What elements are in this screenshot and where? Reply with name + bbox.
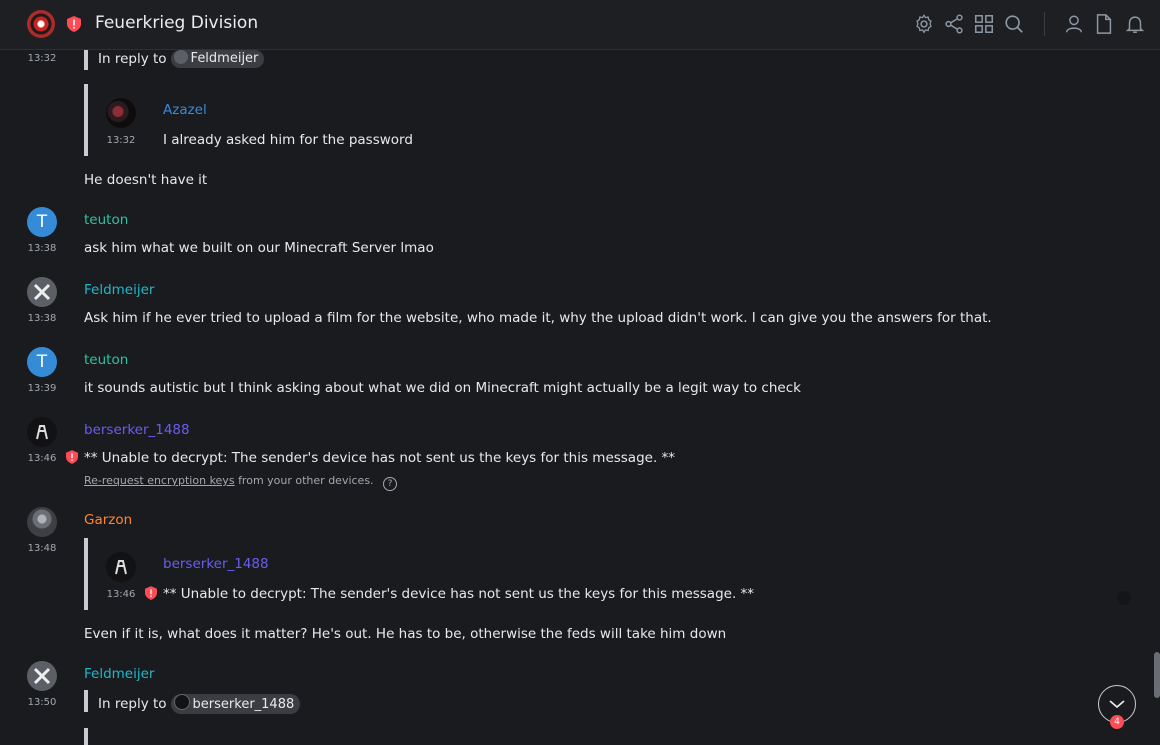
quoted-text: I already asked him for the password — [163, 132, 413, 148]
files-icon[interactable] — [1093, 13, 1115, 35]
message-body: Ask him if he ever tried to upload a film for the website, who made it, why the upload didn't work. I can give you the answers for that. — [84, 310, 992, 326]
quoted-timestamp[interactable]: 13:46 — [106, 589, 136, 600]
header-divider — [1044, 12, 1045, 36]
rerequest-keys-row — [84, 474, 397, 491]
sender-name[interactable]: Feldmeijer — [84, 666, 155, 682]
avatar[interactable] — [106, 552, 136, 582]
avatar[interactable]: T — [27, 207, 57, 237]
in-reply-to[interactable] — [98, 50, 264, 68]
user-avatar-icon — [174, 50, 188, 64]
avatar[interactable]: T — [27, 347, 57, 377]
in-reply-to[interactable] — [98, 694, 300, 714]
message-timeline[interactable] — [0, 50, 1160, 745]
quoted-timestamp[interactable]: 13:32 — [106, 135, 136, 146]
message-timestamp[interactable]: 13:48 — [27, 543, 57, 554]
reply-quote-bar — [84, 50, 88, 70]
quote-bar — [84, 84, 88, 156]
sender-name[interactable]: teuton — [84, 352, 129, 368]
message-timestamp[interactable]: 13:38 — [27, 243, 57, 254]
reply-quote-bar — [84, 690, 88, 712]
crossed-swords-icon — [27, 661, 57, 691]
in-reply-to-label: In reply to — [98, 696, 167, 712]
search-icon[interactable] — [1003, 13, 1025, 35]
crossed-swords-icon — [27, 277, 57, 307]
room-avatar[interactable] — [27, 10, 55, 38]
avatar-figure-icon — [27, 417, 57, 447]
user-avatar-icon — [174, 694, 190, 710]
avatar[interactable] — [106, 98, 136, 128]
message-timestamp[interactable]: 13:39 — [27, 383, 57, 394]
rerequest-keys-link[interactable]: Re-request encryption keys — [84, 474, 235, 487]
message-body: ask him what we built on our Minecraft Server lmao — [84, 240, 434, 256]
quote-bar — [84, 728, 88, 745]
room-title[interactable]: Feuerkrieg Division — [95, 13, 259, 33]
avatar[interactable] — [27, 507, 57, 537]
settings-icon[interactable] — [913, 13, 935, 35]
decrypt-warning-icon — [145, 586, 157, 600]
in-reply-to-label: In reply to — [98, 51, 167, 67]
quoted-sender[interactable]: Azazel — [163, 102, 207, 118]
message-body: Even if it is, what does it matter? He's out. He has to be, otherwise the feds will take him down — [84, 626, 727, 642]
sender-name[interactable]: Garzon — [84, 512, 133, 528]
avatar-figure-icon — [106, 552, 136, 582]
avatar[interactable] — [27, 417, 57, 447]
message-timestamp[interactable]: 13:38 — [27, 313, 57, 324]
quoted-sender[interactable]: berserker_1488 — [163, 556, 269, 572]
members-icon[interactable] — [1063, 13, 1085, 35]
share-icon[interactable] — [943, 13, 965, 35]
sender-name[interactable]: Feldmeijer — [84, 282, 155, 298]
timeline-scrollbar[interactable] — [1154, 652, 1160, 698]
avatar[interactable] — [27, 661, 57, 691]
room-header — [0, 0, 1160, 50]
message-timestamp[interactable]: 13:46 — [27, 453, 57, 464]
decrypt-warning-icon — [66, 450, 78, 464]
reply-target-name: Feldmeijer — [190, 51, 259, 66]
unread-count-badge: 4 — [1110, 715, 1124, 729]
quote-bar — [84, 538, 88, 610]
quoted-text: ** Unable to decrypt: The sender's device has not sent us the keys for this message. ** — [163, 586, 755, 602]
message-body: ** Unable to decrypt: The sender's device has not sent us the keys for this message. ** — [84, 450, 676, 466]
sender-name[interactable]: teuton — [84, 212, 129, 228]
rerequest-keys-suffix: from your other devices. — [238, 474, 374, 487]
message-body: He doesn't have it — [84, 172, 208, 188]
sender-name[interactable]: berserker_1488 — [84, 422, 190, 438]
apps-grid-icon[interactable] — [973, 13, 995, 35]
message-body: it sounds autistic but I think asking about what we did on Minecraft might actually be a legit way to check — [84, 380, 801, 396]
message-timestamp[interactable]: 13:32 — [27, 53, 57, 64]
notifications-icon[interactable] — [1124, 13, 1146, 35]
message-timestamp[interactable]: 13:50 — [27, 697, 57, 708]
reply-target-pill[interactable] — [171, 50, 265, 68]
avatar[interactable] — [27, 277, 57, 307]
reply-target-pill[interactable] — [171, 694, 301, 714]
help-icon[interactable]: ? — [383, 477, 397, 491]
read-receipt-avatar[interactable] — [1117, 591, 1131, 605]
shield-warning-icon[interactable] — [67, 16, 81, 32]
reply-target-name: berserker_1488 — [192, 697, 295, 712]
